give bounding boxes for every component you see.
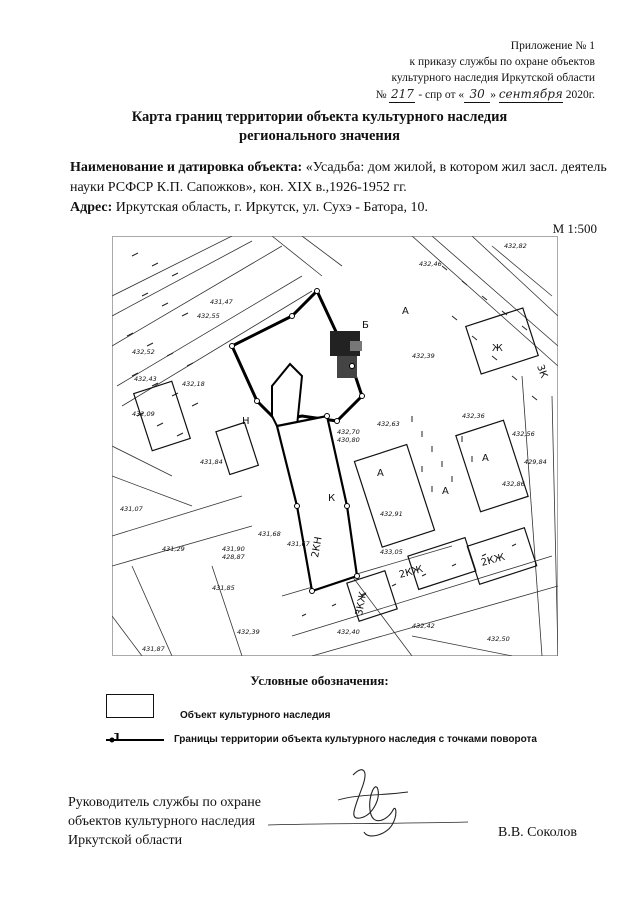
order-number-value: 217 <box>391 87 414 101</box>
map-label: 432,39 <box>412 352 435 360</box>
map-label: 432,52 <box>132 348 155 356</box>
order-day-value: 30 <box>464 86 490 103</box>
map-label: 432,36 <box>462 412 485 420</box>
map-frame <box>113 237 558 656</box>
map-code: 2КЖ <box>479 552 507 569</box>
map-label: 432,46 <box>419 260 442 268</box>
map-label: 431,84 <box>200 458 223 466</box>
map-label: 431,90 <box>222 545 245 553</box>
map-code: А <box>482 453 489 464</box>
handwritten-signature <box>268 760 488 850</box>
map-label: 432,09 <box>132 410 155 418</box>
signatory-line-2: объектов культурного наследия <box>68 814 256 829</box>
title-line-2: регионального значения <box>239 128 400 144</box>
map-label: 433,05 <box>380 548 403 556</box>
map-label: 432,40 <box>337 628 360 636</box>
map-label: 431,07 <box>120 505 143 513</box>
appendix-line-2: к приказу службы по охране объектов <box>409 56 595 68</box>
map-code: А <box>402 306 409 317</box>
map-label: 432,55 <box>197 312 220 320</box>
signatory-line-1: Руководитель службы по охране <box>68 795 261 810</box>
map-label: 431,67 <box>287 540 310 548</box>
map-label: 432,63 <box>377 420 400 428</box>
legend-title: Условные обозначения: <box>250 673 389 688</box>
map-code: 2КЖ <box>397 564 425 581</box>
legend-point-number: 1 <box>113 733 122 744</box>
object-name-label: Наименование и датировка объекта: <box>70 160 303 175</box>
map-label: 432,56 <box>512 430 535 438</box>
map-label: 431,85 <box>212 584 235 592</box>
map-label: 432,70 <box>337 428 360 436</box>
map-code: 3КЖ <box>354 590 370 617</box>
map-code: Ж <box>492 343 503 354</box>
document-title <box>0 108 639 146</box>
appendix-line-1: Приложение № 1 <box>510 40 595 52</box>
map-label: 432,91 <box>380 510 403 518</box>
map-label: 432,50 <box>487 635 510 643</box>
order-number-prefix: № <box>375 89 387 101</box>
legend-boundary-swatch <box>106 733 166 747</box>
object-address-row <box>70 198 610 218</box>
map-street-lines <box>112 236 558 656</box>
map-label: 428,87 <box>222 553 245 561</box>
object-address-value: Иркутская область, г. Иркутск, ул. Сухэ - Батора, 10. <box>115 200 428 215</box>
map-label: 431,47 <box>210 298 233 306</box>
map-code: А <box>377 468 384 479</box>
map-label: 431,68 <box>258 530 281 538</box>
object-name-value: «Усадьба: дом жилой, в котором жил засл. деятель науки РСФСР К.П. Сапожков», кон. XIX в.,1926-1952 гг. <box>70 160 607 195</box>
legend-heritage-object-label: Объект культурного наследия <box>180 710 331 721</box>
map-label: 432,43 <box>134 375 157 383</box>
order-close-quote: » <box>490 89 496 101</box>
appendix-header <box>376 38 595 103</box>
map-label: 432,82 <box>504 242 527 250</box>
map-label: 432,86 <box>502 480 525 488</box>
appendix-line-3: культурного наследия Иркутской области <box>391 72 595 84</box>
map-label: 432,39 <box>237 628 260 636</box>
map-label: 432,42 <box>412 622 435 630</box>
order-year: 2020г. <box>565 89 595 101</box>
legend-boundary-label: Границы территории объекта культурного наследия с точками поворота <box>174 734 537 745</box>
order-month-value: сентября <box>498 87 563 101</box>
cadastral-map <box>112 236 558 656</box>
object-description <box>70 158 610 218</box>
map-scale: М 1:500 <box>552 221 597 236</box>
map-label: 432,18 <box>182 380 205 388</box>
map-code: 3К <box>534 363 550 380</box>
map-code: 2КН <box>310 535 325 559</box>
signatory-line-3: Иркутской области <box>68 833 183 848</box>
object-name-row <box>70 158 610 198</box>
title-line-1: Карта границ территории объекта культурного наследия <box>131 109 508 125</box>
map-label: 431,29 <box>162 545 185 553</box>
signatory-position <box>68 793 261 850</box>
legend-heritage-object-swatch <box>106 694 154 718</box>
appendix-order-line <box>376 86 595 103</box>
map-code: А <box>442 486 449 497</box>
map-label: 431,87 <box>142 645 165 653</box>
order-mid-text: - спр от « <box>418 89 465 101</box>
map-label: 430,80 <box>337 436 360 444</box>
map-code: Б <box>362 320 369 331</box>
map-label: 429,84 <box>524 458 547 466</box>
map-code: Н <box>242 416 250 427</box>
object-address-label: Адрес: <box>70 200 113 215</box>
signatory-name: В.В. Соколов <box>498 825 578 840</box>
map-code: К <box>328 493 336 504</box>
